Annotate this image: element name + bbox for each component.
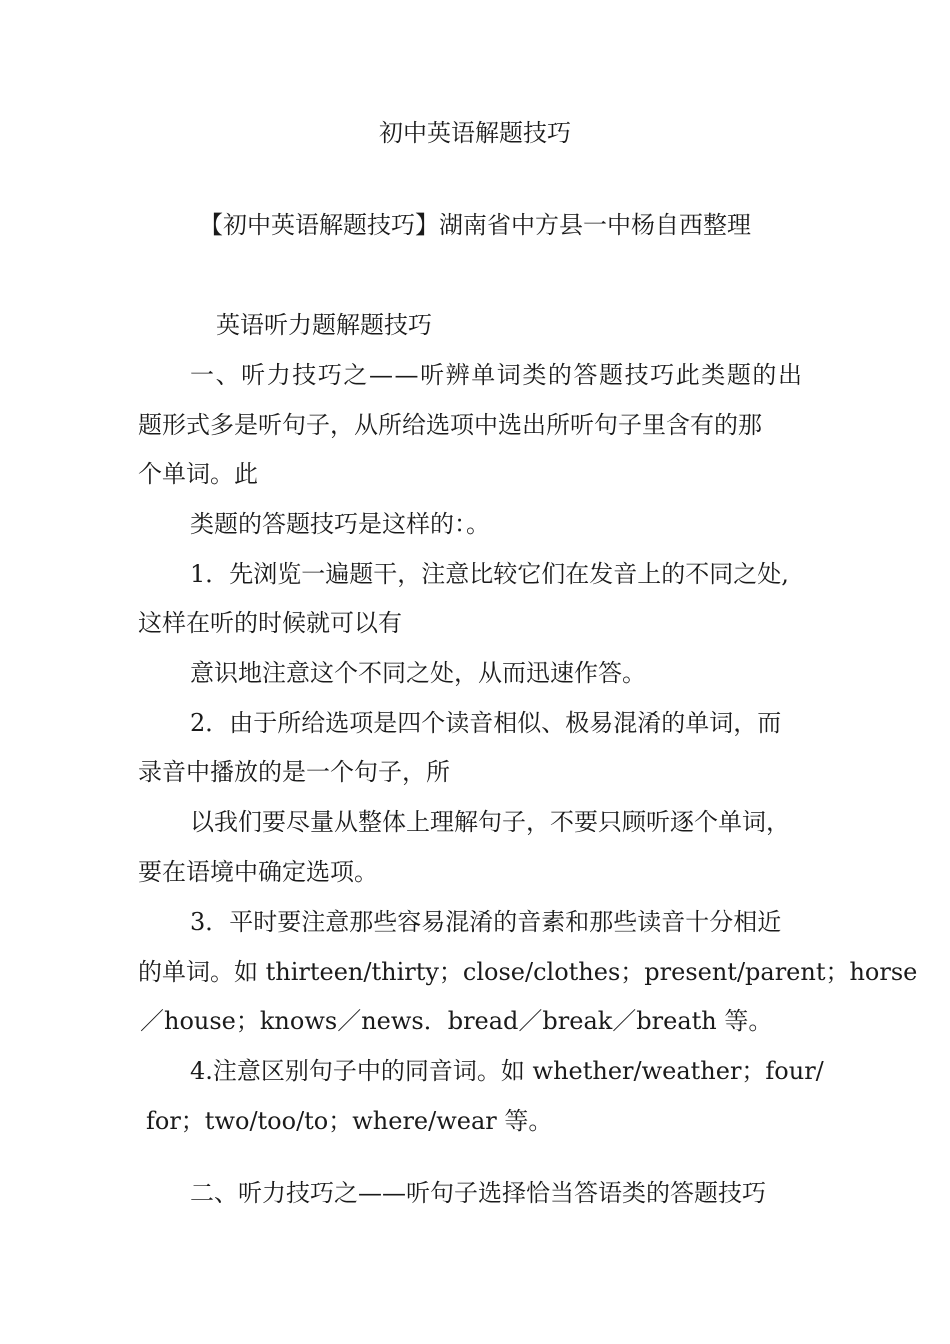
paragraph-line: 4.注意区别句子中的同音词。如 whether/weather；four/ <box>190 1057 824 1085</box>
paragraph-line: 意识地注意这个不同之处，从而迅速作答。 <box>190 659 646 687</box>
paragraph-line: 二、听力技巧之——听句子选择恰当答语类的答题技巧 <box>190 1179 766 1207</box>
paragraph-line: ／house；knows／news．bread／break／breath 等。 <box>140 1007 773 1035</box>
paragraph-line: 录音中播放的是一个句子，所 <box>138 758 450 786</box>
paragraph-line: 这样在听的时候就可以有 <box>138 609 402 637</box>
paragraph-line: 要在语境中确定选项。 <box>138 858 378 886</box>
paragraph-line: 以我们要尽量从整体上理解句子，不要只顾听逐个单词， <box>190 808 790 836</box>
section-heading: 英语听力题解题技巧 <box>216 311 432 339</box>
paragraph-line: 2．由于所给选项是四个读音相似、极易混淆的单词，而 <box>190 709 782 737</box>
paragraph-line: 1．先浏览一遍题干，注意比较它们在发音上的不同之处, <box>190 560 789 588</box>
paragraph-line: for；two/too/to；where/wear 等。 <box>146 1107 553 1135</box>
document-subtitle: 【初中英语解题技巧】湖南省中方县一中杨自西整理 <box>199 211 751 239</box>
paragraph-line: 一 、 听 力 技 巧 之 — — 听 辨 单 词 类 的 答 题 技 巧 此 类 题 的 出 <box>190 361 802 389</box>
paragraph-line: 个单词。此 <box>138 460 258 488</box>
paragraph-line: 3．平时要注意那些容易混淆的音素和那些读音十分相近 <box>190 908 782 936</box>
paragraph-line: 的单词。如 thirteen/thirty；close/clothes；present/parent；horse <box>138 958 918 986</box>
paragraph-line: 题形式多是听句子，从所给选项中选出所听句子里含有的那 <box>138 411 762 439</box>
paragraph-line: 类题的答题技巧是这样的：。 <box>190 510 490 538</box>
document-title: 初中英语解题技巧 <box>379 119 571 147</box>
